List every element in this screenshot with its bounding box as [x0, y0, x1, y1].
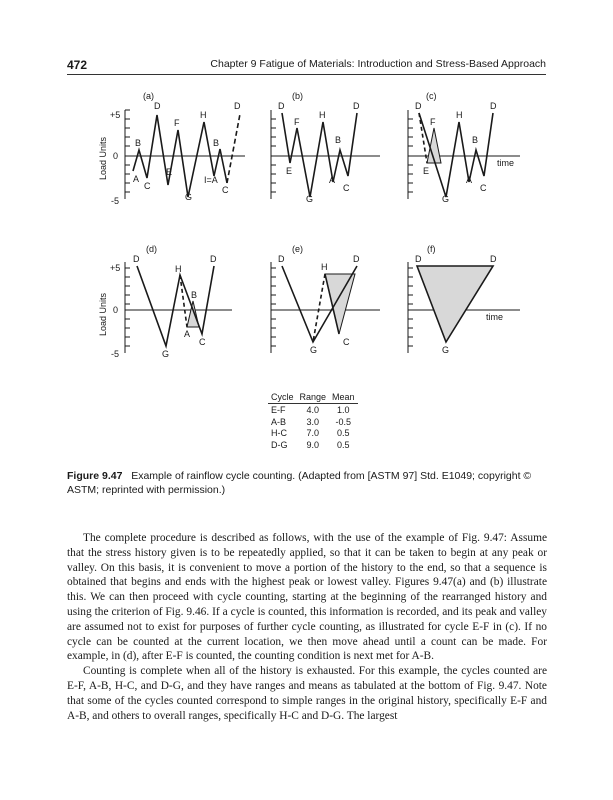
label-b-D2: D [353, 101, 360, 111]
y-tick-minus5-top: -5 [111, 196, 120, 206]
label-c-B: B [472, 135, 479, 145]
label-a-A: A [133, 174, 140, 184]
table-row [268, 416, 358, 428]
label-d-A: A [184, 329, 191, 339]
label-e-G: G [310, 345, 318, 355]
label-a-F: F [174, 118, 180, 128]
cell-range: 9.0 [306, 439, 320, 450]
panel-e [271, 262, 380, 353]
cell-cycle: D-G [271, 439, 288, 450]
label-a-B2: B [213, 138, 220, 148]
label-e-D2: D [353, 254, 360, 264]
page-header [67, 58, 546, 74]
cell-range: 4.0 [306, 405, 320, 415]
label-d-D2: D [210, 254, 217, 264]
panel-f [408, 262, 520, 353]
label-c-D1: D [415, 101, 422, 111]
y-axis-label-top: Load Units [98, 136, 108, 180]
label-c-E: E [423, 166, 430, 176]
label-b-E: E [286, 166, 293, 176]
label-e-H: H [321, 262, 328, 272]
panel-label-a: (a) [143, 91, 154, 101]
cell-range: 3.0 [306, 416, 320, 427]
label-c-H: H [456, 110, 463, 120]
label-b-H: H [319, 110, 326, 120]
label-c-C: C [480, 183, 487, 193]
header-rule [67, 74, 546, 75]
table-header-range: Range [297, 392, 330, 404]
label-f-G: G [442, 345, 450, 355]
label-f-D1: D [415, 254, 422, 264]
label-a-C2: C [222, 185, 229, 195]
time-label-f: time [486, 312, 504, 322]
panel-label-b: (b) [292, 91, 303, 101]
rainflow-figure [0, 80, 613, 390]
label-a-G: G [185, 192, 193, 202]
table-row [268, 427, 358, 439]
caption-text: Example of rainflow cycle counting. (Adapted from [ASTM 97] Std. E1049; copyright © ASTM; reprinted with permission.) [67, 470, 532, 496]
label-b-F: F [294, 117, 300, 127]
table-row [268, 439, 358, 451]
cell-mean: 0.5 [337, 428, 350, 438]
cell-mean: 0.5 [337, 439, 350, 450]
paragraph-1: The complete procedure is described as follows, with the use of the example of Fig. 9.47: Assume that the stress history given is to be repeatedly applied, so that it can be taken to begin at any peak or valley. On this basis, it is convenient to move a portion of the history to the end, so that a sequence is obtained that begins and ends with the highest peak or lowest valley. Figures 9.47(a) and (b) illustrate this. We can then proceed with cycle counting, starting at the beginning of the rearranged history and using the criterion of Fig. 9.46. If a cycle is counted, this information is recorded, and its peak and valley are assumed not to exist for purposes of further cycle counting, as illustrated for cycle E-F in (c). If no cycle can be counted at the current location, we then move ahead until a count can be made. For example, in (d), after E-F is counted, the counting condition is next met for A-B. [67, 532, 547, 663]
cell-mean: -0.5 [335, 416, 352, 427]
table-header-cycle: Cycle [268, 392, 297, 404]
running-head: Chapter 9 Fatigue of Materials: Introduction and Stress-Based Approach [210, 58, 546, 70]
y-axis-label-bottom: Load Units [98, 292, 108, 336]
label-d-H: H [175, 264, 182, 274]
panel-c [408, 110, 520, 199]
label-e-C: C [343, 337, 350, 347]
cell-cycle: E-F [271, 405, 286, 415]
label-d-G: G [162, 349, 170, 359]
panel-label-e: (e) [292, 244, 303, 254]
cell-cycle: A-B [271, 416, 287, 427]
label-e-D1: D [278, 254, 285, 264]
table-header-row [268, 392, 358, 404]
label-a-D2: D [234, 101, 241, 111]
panel-b [271, 110, 380, 199]
body-text [67, 531, 547, 723]
figure-caption [67, 469, 547, 497]
label-d-C: C [199, 337, 206, 347]
caption-label: Figure 9.47 [67, 470, 123, 482]
paragraph-2: Counting is complete when all of the history is exhausted. For this example, the cycles counted are E-F, A-B, H-C, and D-G, and they have ranges and means as tabulated at the bottom of Fig. 9.47. Note that some of the cycles counted correspond to simple ranges in the original history, specifically E-F and A-B, and others to overall ranges, specifically H-C and D-G. The largest [67, 665, 547, 722]
label-d-B: B [191, 290, 198, 300]
y-tick-plus5-bottom: +5 [110, 263, 121, 273]
time-label-c: time [497, 158, 515, 168]
table-row [268, 404, 358, 416]
label-f-D2: D [490, 254, 497, 264]
y-tick-plus5-top: +5 [110, 110, 121, 120]
y-tick-0-top: 0 [113, 151, 119, 161]
cell-mean: 1.0 [337, 405, 350, 415]
label-a-I-eq-A: I=A [204, 175, 218, 185]
label-c-G: G [442, 194, 450, 204]
y-tick-minus5-bottom: -5 [111, 349, 120, 359]
panel-d [125, 262, 232, 353]
label-d-D1: D [133, 254, 140, 264]
panel-label-c: (c) [426, 91, 437, 101]
label-b-G: G [306, 194, 314, 204]
cycle-table [268, 392, 358, 450]
cell-range: 7.0 [306, 428, 320, 438]
label-b-B: B [335, 135, 342, 145]
label-b-A: A [329, 175, 336, 185]
panel-label-d: (d) [146, 244, 157, 254]
label-b-D1: D [278, 101, 285, 111]
label-a-E: E [166, 167, 173, 177]
cell-cycle: H-C [271, 428, 287, 438]
panel-label-f: (f) [427, 244, 436, 254]
page-number: 472 [67, 58, 88, 72]
label-c-A: A [466, 175, 473, 185]
label-c-F: F [430, 117, 436, 127]
label-b-C: C [343, 183, 350, 193]
label-a-D1: D [154, 101, 161, 111]
y-tick-0-bottom: 0 [113, 305, 119, 315]
label-a-H: H [200, 110, 207, 120]
label-c-D2: D [490, 101, 497, 111]
label-a-B1: B [135, 138, 142, 148]
label-a-C1: C [144, 181, 151, 191]
table-header-mean: Mean [329, 392, 358, 404]
